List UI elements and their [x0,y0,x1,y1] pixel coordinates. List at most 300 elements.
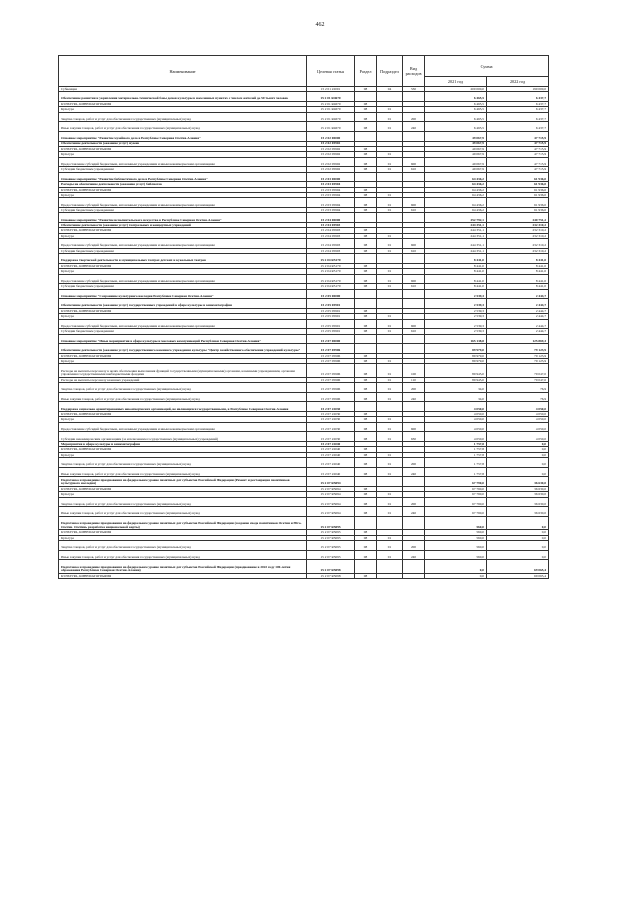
cell-section: 08 [355,319,377,329]
cell-name: Иные закупки товаров, работ и услуг для обеспечения государственных (муниципальных) нужд [59,467,307,477]
cell-code: 15 2 02 00000 [307,131,355,141]
cell-kind: 630 [403,432,425,442]
cell-sum-2022: 61 936,0 [487,208,549,213]
cell-subsection: 01 [377,157,403,167]
cell-name: Культура [59,417,307,422]
cell-sum-2022: 2 444,7 [487,314,549,319]
cell-name: Предоставление субсидий бюджетным, автономным учреждениям и иным некоммерческим организациям [59,274,307,284]
cell-section: 08 [355,101,377,106]
cell-subsection [377,402,403,412]
cell-sum-2021: 89 979,0 [425,353,487,358]
cell-section: 08 [355,308,377,313]
cell-sum-2021: 49 067,9 [425,146,487,151]
cell-subsection: 01 [377,329,403,334]
cell-sum-2022: 2 444,7 [487,299,549,309]
header-name: Наименование [59,56,307,87]
cell-section: 08 [355,107,377,112]
cell-name: Предоставление субсидий бюджетным, автономным учреждениям и иным некоммерческим организациям [59,157,307,167]
cell-kind: 100 [403,364,425,377]
cell-subsection: 01 [377,364,403,377]
cell-code: 15 2 07 05906 [307,377,355,382]
cell-sum-2021: 64 436,2 [425,182,487,187]
cell-sum-2022: 125 869,3 [487,334,549,344]
cell-kind: 610 [403,284,425,289]
budget-table [58,55,549,579]
cell-section: 08 [355,377,377,382]
cell-sum-2022: 232 310,2 [487,223,549,228]
cell-sum-2021: 1 757,8 [425,452,487,457]
cell-name: Расходы на выплаты персоналу казенных учреждений [59,377,307,382]
cell-sum-2021: 252 792,1 [425,213,487,223]
cell-code: 15 2 05 05901 [307,319,355,329]
cell-code: 15 2 04 R5170 [307,263,355,268]
cell-sum-2021: 200 000,0 [425,87,487,92]
cell-sum-2022: 8 441,0 [487,263,549,268]
cell-code: 15 2 07 R5095 [307,530,355,535]
cell-sum-2022: 0,0 [487,541,549,551]
cell-code: 15 2 03 05904 [307,198,355,208]
table-row [59,274,549,284]
cell-subsection: 01 [377,541,403,551]
cell-sum-2022: 0,0 [487,447,549,452]
cell-code: 15 2 02 05902 [307,157,355,167]
cell-sum-2022: 8 441,0 [487,274,549,284]
cell-code: 15 2 05 05901 [307,308,355,313]
cell-subsection: 01 [377,392,403,402]
cell-name: Обеспечение деятельности (оказание услуг) музеев [59,141,307,146]
cell-section: 08 [355,507,377,517]
cell-section: 08 [355,193,377,198]
cell-section: 08 [355,269,377,274]
cell-sum-2021: 244 351,1 [425,239,487,249]
cell-sum-2022: 232 310,2 [487,248,549,253]
cell-sum-2022: 36 630,0 [487,486,549,491]
cell-name: Подготовка и проведение празднования на федеральном уровне памятных дат субъектов Российской Федерации (празднование в 2022 году 100-летия образования Республики Северная Осетия-Алания) [59,560,307,573]
cell-name: Обеспечение деятельности (оказание услуг) театральных и концертных учреждений [59,223,307,228]
header-year-2022: 2022 год [487,77,549,87]
cell-sum-2021: 2 539,3 [425,289,487,299]
cell-sum-2022: 79 047,0 [487,364,549,377]
cell-name: Основное мероприятие "Сохранение культурного наследия Республики Северная Осетия-Алания" [59,289,307,299]
cell-name: Закупка товаров, работ и услуг для обеспечения государственных (муниципальных) нужд [59,383,307,393]
cell-code: 15 2 07 05906 [307,344,355,354]
header-subsection: Подраздел [377,56,403,87]
cell-subsection: 01 [377,550,403,560]
table-row [59,458,549,468]
cell-section: 08 [355,112,377,122]
cell-kind: 240 [403,467,425,477]
cell-section [355,334,377,344]
cell-sum-2021: 8 441,0 [425,263,487,268]
cell-code: 15 2 03 05904 [307,187,355,192]
cell-subsection: 01 [377,458,403,468]
cell-sum-2022: 2 444,7 [487,308,549,313]
cell-sum-2021: 1 757,8 [425,447,487,452]
cell-subsection: 01 [377,497,403,507]
budget-table-container [58,55,548,579]
cell-section: 08 [355,383,377,393]
cell-section [355,402,377,412]
cell-subsection: 01 [377,359,403,364]
cell-kind: 110 [403,377,425,382]
cell-sum-2021: 67 790,0 [425,486,487,491]
cell-sum-2021: 244 351,1 [425,233,487,238]
cell-sum-2022: 69 065,4 [487,560,549,573]
cell-sum-2022: 232 310,2 [487,228,549,233]
cell-kind [403,477,425,487]
cell-sum-2021: 8 441,0 [425,254,487,264]
table-row [59,467,549,477]
cell-sum-2021: 1 757,8 [425,458,487,468]
cell-sum-2021: 34,0 [425,383,487,393]
cell-section [355,516,377,529]
cell-code: 15 2 07 R5094 [307,477,355,487]
cell-sum-2022: 79 123,9 [487,359,549,364]
cell-subsection: 01 [377,274,403,284]
cell-section: 08 [355,486,377,491]
cell-sum-2022: 240 751,2 [487,213,549,223]
cell-subsection: 01 [377,417,403,422]
cell-subsection [377,344,403,354]
cell-name: Культура [59,535,307,540]
cell-name: Культура [59,452,307,457]
cell-sum-2021: 8 441,0 [425,274,487,284]
cell-code: 15 2 07 R5094 [307,486,355,491]
cell-subsection: 01 [377,269,403,274]
cell-code: 15 2 04 05903 [307,223,355,228]
cell-name: Мероприятия в сфере культуры и кинематографии [59,442,307,447]
cell-code: 15 2 04 R5170 [307,254,355,264]
cell-code: 15 2 07 R5095 [307,516,355,529]
cell-section: 08 [355,535,377,540]
cell-kind: 200 [403,383,425,393]
cell-code: 15 2 02 05902 [307,141,355,146]
cell-sum-2022: 232 310,2 [487,233,549,238]
cell-code: 15 2 07 00000 [307,334,355,344]
cell-sum-2022: 190 000,0 [487,87,549,92]
header-sum: Сумма [425,56,549,77]
cell-sum-2021: 0,0 [425,573,487,578]
cell-kind [403,172,425,182]
table-row [59,507,549,517]
cell-section [355,289,377,299]
cell-subsection [377,254,403,264]
cell-name: Культура [59,233,307,238]
cell-subsection: 01 [377,319,403,329]
cell-name: Основное мероприятие "Развитие библиотечного дела в Республике Северная Осетия-Алания" [59,172,307,182]
cell-section: 08 [355,233,377,238]
cell-name: Расходы на выплаты персоналу в целях обеспечения выполнения функций государственными (муниципальными) органами, казенными учреждениями, органами управления государственными внебюджетными фондами [59,364,307,377]
cell-section: 08 [355,432,377,442]
table-header [59,56,549,87]
cell-section: 08 [355,187,377,192]
cell-section: 08 [355,573,377,578]
cell-sum-2022: 61 936,0 [487,198,549,208]
cell-name: КУЛЬТУРА, КИНЕМАТОГРАФИЯ [59,412,307,417]
cell-code: 15 2 07 R5098 [307,560,355,573]
cell-kind: 240 [403,507,425,517]
table-row [59,172,549,182]
cell-name: Основное мероприятие "Развитие музейного дела в Республике Северная Осетия-Алания" [59,131,307,141]
cell-subsection [377,334,403,344]
cell-kind: 600 [403,274,425,284]
cell-code: 15 2 07 22030 [307,432,355,442]
cell-code: 15 2 04 R5170 [307,284,355,289]
cell-sum-2022: 79 123,9 [487,344,549,354]
cell-section [355,344,377,354]
cell-sum-2022: 36 630,0 [487,477,549,487]
cell-sum-2022: 2 444,7 [487,289,549,299]
cell-name: Субсидии бюджетным учреждениям [59,248,307,253]
cell-section: 08 [355,364,377,377]
table-body [59,87,549,579]
cell-section: 08 [355,422,377,432]
table-row [59,319,549,329]
cell-kind: 600 [403,239,425,249]
cell-sum-2022: 6 437,7 [487,112,549,122]
cell-sum-2022: 76,9 [487,392,549,402]
cell-subsection: 01 [377,122,403,132]
table-row [59,573,549,578]
cell-subsection: 01 [377,383,403,393]
cell-name: Закупка товаров, работ и услуг для обеспечения государственных (муниципальных) нужд [59,497,307,507]
cell-section [355,92,377,102]
cell-name: Культура [59,193,307,198]
cell-sum-2022: 47 715,9 [487,131,549,141]
cell-section: 08 [355,541,377,551]
cell-code: 15 2 07 22040 [307,447,355,452]
cell-sum-2022: 0,0 [487,550,549,560]
cell-kind [403,299,425,309]
cell-subsection: 01 [377,233,403,238]
cell-code: 15 2 02 05902 [307,167,355,172]
cell-sum-2021: 560,0 [425,541,487,551]
table-row [59,364,549,377]
cell-name: КУЛЬТУРА, КИНЕМАТОГРАФИЯ [59,308,307,313]
cell-sum-2021: 64 436,2 [425,172,487,182]
cell-code: 15 2 04 R5170 [307,269,355,274]
cell-kind: 240 [403,392,425,402]
cell-sum-2021: 67 790,0 [425,492,487,497]
cell-section: 08 [355,274,377,284]
cell-section: 08 [355,208,377,213]
cell-sum-2021: 67 790,0 [425,477,487,487]
cell-section [355,172,377,182]
cell-subsection [377,289,403,299]
cell-name: КУЛЬТУРА, КИНЕМАТОГРАФИЯ [59,486,307,491]
cell-sum-2021: 560,0 [425,535,487,540]
cell-sum-2021: 67 790,0 [425,497,487,507]
cell-subsection [377,299,403,309]
cell-name: КУЛЬТУРА, КИНЕМАТОГРАФИЯ [59,263,307,268]
cell-sum-2021: 6 465,5 [425,122,487,132]
cell-subsection [377,560,403,573]
table-row [59,254,549,264]
cell-name: КУЛЬТУРА, КИНЕМАТОГРАФИЯ [59,146,307,151]
cell-subsection [377,172,403,182]
cell-sum-2021: 67 790,0 [425,507,487,517]
cell-section: 08 [355,263,377,268]
cell-sum-2022: 61 936,0 [487,182,549,187]
cell-sum-2021: 4 050,0 [425,412,487,417]
cell-sum-2022: 47 715,9 [487,141,549,146]
table-row [59,157,549,167]
cell-section: 08 [355,87,377,92]
cell-section [355,131,377,141]
table-row [59,92,549,102]
cell-sum-2021: 49 067,9 [425,131,487,141]
cell-sum-2022: 0,0 [487,535,549,540]
cell-sum-2021: 4 050,0 [425,422,487,432]
cell-subsection [377,573,403,578]
cell-kind: 600 [403,319,425,329]
cell-name: Культура [59,314,307,319]
cell-code: 15 2 07 22030 [307,412,355,417]
cell-kind [403,516,425,529]
cell-section: 08 [355,447,377,452]
cell-subsection [377,213,403,223]
cell-sum-2021: 4 050,0 [425,417,487,422]
cell-sum-2022: 232 310,2 [487,239,549,249]
cell-subsection: 01 [377,107,403,112]
cell-name: КУЛЬТУРА, КИНЕМАТОГРАФИЯ [59,530,307,535]
cell-code: 15 2 05 05901 [307,314,355,319]
cell-section: 08 [355,359,377,364]
cell-section: 08 [355,157,377,167]
cell-sum-2021: 89 979,0 [425,344,487,354]
cell-code: 15 2 03 05904 [307,208,355,213]
cell-name: КУЛЬТУРА, КИНЕМАТОГРАФИЯ [59,101,307,106]
cell-section [355,560,377,573]
cell-name: Подготовка и проведение празднования на федеральном уровне памятных дат субъектов Российской Федерации (Ремонт и реставрация памятников культурного наследия) [59,477,307,487]
cell-subsection: 01 [377,507,403,517]
cell-section: 08 [355,417,377,422]
cell-kind [403,560,425,573]
cell-name: Обеспечение деятельности (оказание услуг) государственных учреждений в сфере культуры и кинематографии [59,299,307,309]
cell-sum-2021: 0,0 [425,560,487,573]
cell-sum-2021: 6 465,5 [425,112,487,122]
cell-name: КУЛЬТУРА, КИНЕМАТОГРАФИЯ [59,447,307,452]
cell-sum-2021: 64 436,2 [425,193,487,198]
cell-kind: 200 [403,112,425,122]
cell-name: Иные закупки товаров, работ и услуг для обеспечения государственных (муниципальных) нужд [59,392,307,402]
cell-sum-2021: 49 067,9 [425,152,487,157]
cell-sum-2022: 69 065,4 [487,573,549,578]
cell-code: 15 2 07 05906 [307,383,355,393]
cell-code: 15 2 07 22040 [307,458,355,468]
table-row [59,402,549,412]
cell-code: 15 2 07 R5095 [307,541,355,551]
cell-code: 15 2 07 22030 [307,402,355,412]
table-row [59,299,549,309]
cell-name: Обеспечение деятельности (оказание услуг) государственного казенного учреждения культуры "Центр хозяйственного обеспечения учреждений культуры" [59,344,307,354]
cell-name: Культура [59,492,307,497]
cell-sum-2021: 89 945,0 [425,377,487,382]
cell-code: 15 2 04 R5170 [307,274,355,284]
cell-sum-2021: 1 757,8 [425,467,487,477]
table-row [59,344,549,354]
cell-kind: 610 [403,329,425,334]
cell-code: 15 2 04 05903 [307,233,355,238]
cell-name: Субвенции [59,87,307,92]
cell-kind [403,254,425,264]
cell-code: 15 2 02 05902 [307,146,355,151]
cell-name: КУЛЬТУРА, КИНЕМАТОГРАФИЯ [59,573,307,578]
cell-section [355,254,377,264]
cell-code: 15 2 07 05906 [307,353,355,358]
cell-sum-2022: 0,0 [487,458,549,468]
cell-code: 15 2 04 05903 [307,239,355,249]
cell-name: Основное мероприятие "Иные мероприятия в сфере культуры и массовых коммуникаций Республики Северная Осетия-Алания" [59,334,307,344]
cell-sum-2022: 47 715,9 [487,146,549,151]
cell-sum-2022: 6 437,7 [487,92,549,102]
cell-code: 15 2 05 00000 [307,289,355,299]
cell-code: 15 2 07 22040 [307,467,355,477]
cell-subsection: 01 [377,239,403,249]
table-row [59,334,549,344]
cell-subsection: 01 [377,112,403,122]
cell-section: 08 [355,122,377,132]
table-row [59,560,549,573]
cell-kind: 200 [403,458,425,468]
cell-subsection: 01 [377,167,403,172]
cell-kind: 200 [403,497,425,507]
header-year-2021: 2021 год [425,77,487,87]
cell-section: 08 [355,167,377,172]
cell-sum-2021: 6 465,5 [425,101,487,106]
cell-kind [403,131,425,141]
cell-sum-2021: 244 351,1 [425,223,487,228]
cell-section [355,477,377,487]
cell-name: КУЛЬТУРА, КИНЕМАТОГРАФИЯ [59,187,307,192]
cell-sum-2022: 8 441,0 [487,269,549,274]
cell-sum-2021: 64 436,2 [425,208,487,213]
cell-code: 15 2 03 05904 [307,193,355,198]
table-row [59,422,549,432]
cell-subsection: 01 [377,467,403,477]
cell-kind [403,213,425,223]
cell-sum-2021: 2 539,3 [425,314,487,319]
cell-name: Предоставление субсидий бюджетным, автономным учреждениям и иным некоммерческим организациям [59,422,307,432]
cell-kind [403,334,425,344]
cell-code: 15 2 07 R5094 [307,507,355,517]
cell-code: 15 2 07 R5095 [307,535,355,540]
cell-sum-2022: 0,0 [487,516,549,529]
cell-sum-2022: 47 715,9 [487,167,549,172]
cell-section [355,213,377,223]
header-code: Целевая статья [307,56,355,87]
cell-sum-2021: 8 441,0 [425,284,487,289]
cell-subsection: 01 [377,422,403,432]
table-row [59,239,549,249]
cell-sum-2022: 47 715,9 [487,157,549,167]
cell-name: Иные закупки товаров, работ и услуг для обеспечения государственных (муниципальных) нужд [59,507,307,517]
cell-kind [403,344,425,354]
table-row [59,213,549,223]
cell-sum-2022: 0,0 [487,452,549,457]
cell-sum-2021: 34,0 [425,392,487,402]
cell-sum-2022: 36 630,0 [487,507,549,517]
cell-code: 15 2 05 05901 [307,299,355,309]
cell-sum-2022: 4 050,0 [487,422,549,432]
cell-subsection: 01 [377,432,403,442]
cell-section: 08 [355,284,377,289]
cell-name: Субсидии бюджетным учреждениям [59,329,307,334]
cell-name: Иные закупки товаров, работ и услуг для обеспечения государственных (муниципальных) нужд [59,122,307,132]
cell-name: Закупка товаров, работ и услуг для обеспечения государственных (муниципальных) нужд [59,541,307,551]
cell-subsection: 01 [377,152,403,157]
cell-sum-2022: 79 123,9 [487,353,549,358]
